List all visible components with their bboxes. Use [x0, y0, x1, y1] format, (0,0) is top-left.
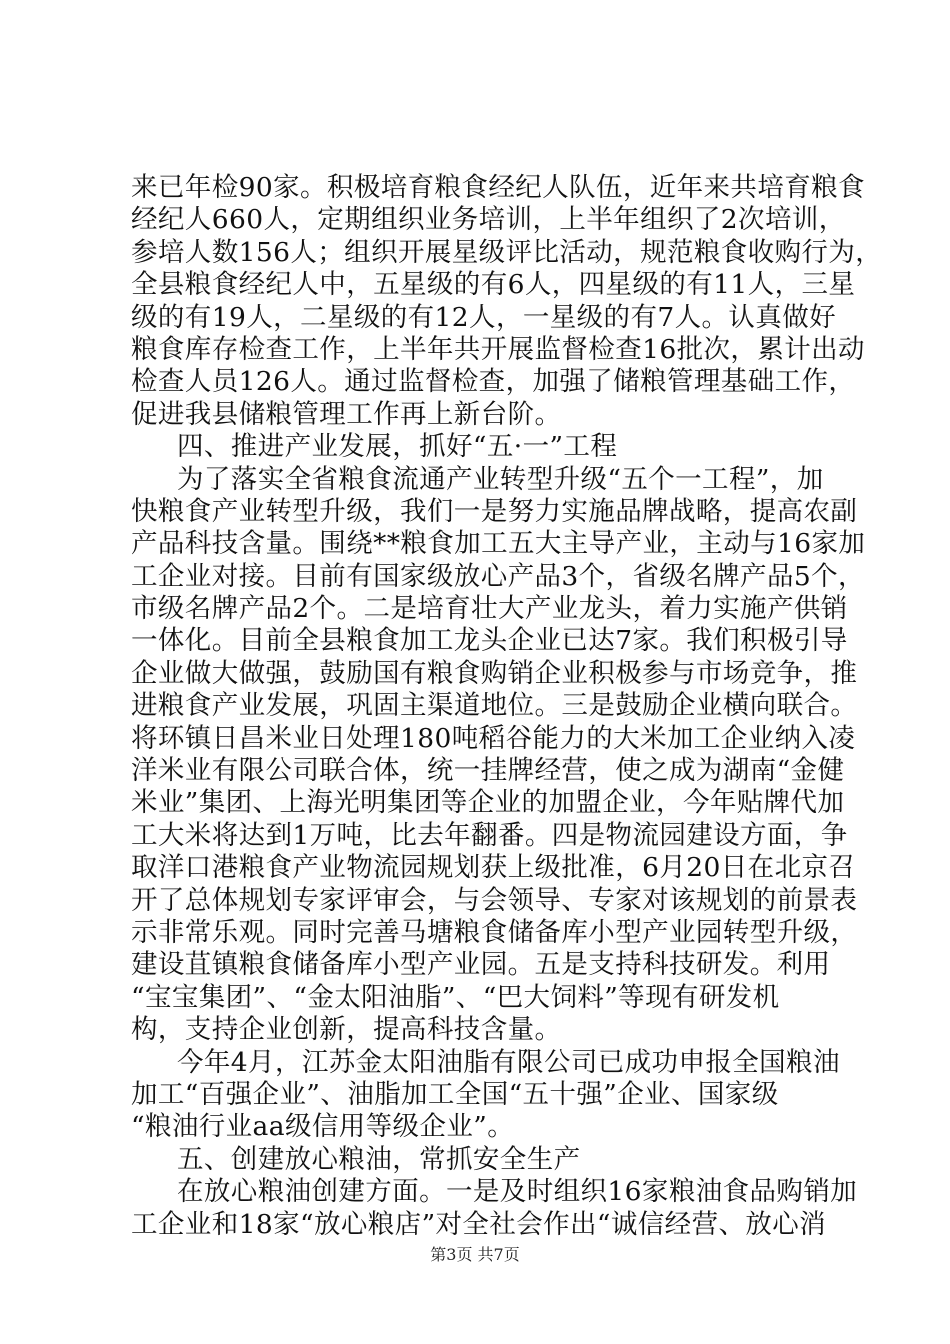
text-line: 开了总体规划专家评审会，与会领导、专家对该规划的前景表 — [131, 884, 858, 916]
text-line: 示非常乐观。同时完善马塘粮食储备库小型产业园转型升级， — [131, 916, 858, 948]
text-line: 一体化。目前全县粮食加工龙头企业已达7家。我们积极引导 — [131, 625, 848, 657]
text-line: 在放心粮油创建方面。一是及时组织16家粮油食品购销加 — [177, 1176, 858, 1208]
text-line: 促进我县储粮管理工作再上新台阶。 — [131, 398, 562, 430]
text-line: 为了落实全省粮食流通产业转型升级“五个一工程”，加 — [177, 463, 824, 495]
text-line: 加工“百强企业”、油脂加工全国“五十强”企业、国家级 — [131, 1078, 779, 1110]
text-line: 检查人员126人。通过监督检查，加强了储粮管理基础工作， — [131, 366, 856, 398]
page-footer: 第3页 共7页 — [430, 1245, 520, 1264]
text-line: 参培人数156人；组织开展星级评比活动，规范粮食收购行为， — [131, 236, 883, 268]
text-line: 企业做大做强，鼓励国有粮食购销企业积极参与市场竞争，推 — [131, 657, 858, 689]
text-line: 粮食库存检查工作，上半年共开展监督检查16批次，累计出动 — [131, 333, 865, 365]
text-line: 快粮食产业转型升级，我们一是努力实施品牌战略，提高农副 — [131, 495, 858, 527]
text-line: “宝宝集团”、“金太阳油脂”、“巴大饲料”等现有研发机 — [131, 981, 780, 1013]
text-line: 洋米业有限公司联合体，统一挂牌经营，使之成为湖南“金健 — [131, 755, 845, 787]
text-line: 来已年检90家。积极培育粮食经纪人队伍，近年来共培育粮食 — [131, 172, 865, 203]
text-line: 建设苴镇粮食储备库小型产业园。五是支持科技研发。利用 — [131, 949, 831, 981]
text-line: “粮油行业aa级信用等级企业”。 — [131, 1111, 515, 1143]
text-line: 今年4月，江苏金太阳油脂有限公司已成功申报全国粮油 — [177, 1046, 840, 1078]
text-line: 工企业对接。目前有国家级放心产品3个，省级名牌产品5个， — [131, 560, 865, 592]
text-line: 产品科技含量。围绕**粮食加工五大主导产业，主动与16家加 — [131, 528, 866, 560]
text-line: 全县粮食经纪人中，五星级的有6人，四星级的有11人，三星 — [131, 269, 856, 301]
section-heading: 四、推进产业发展，抓好“五·一”工程 — [177, 431, 618, 463]
text-line: 工企业和18家“放心粮店”对全社会作出“诚信经营、放心消 — [131, 1208, 827, 1240]
section-heading: 五、创建放心粮油，常抓安全生产 — [177, 1143, 581, 1175]
text-line: 经纪人660人，定期组织业务培训，上半年组织了2次培训， — [131, 204, 846, 236]
document-body — [131, 172, 883, 1241]
text-line: 进粮食产业发展，巩固主渠道地位。三是鼓励企业横向联合。 — [131, 690, 858, 722]
text-line: 取洋口港粮食产业物流园规划获上级批准，6月20日在北京召 — [131, 852, 856, 884]
text-line: 构，支持企业创新，提高科技含量。 — [131, 1014, 562, 1046]
text-line: 米业”集团、上海光明集团等企业的加盟企业，今年贴牌代加 — [131, 787, 845, 819]
text-line: 市级名牌产品2个。二是培育壮大产业龙头，着力实施产供销 — [131, 593, 848, 625]
text-line: 级的有19人，二星级的有12人，一星级的有7人。认真做好 — [131, 301, 836, 333]
text-line: 将环镇日昌米业日处理180吨稻谷能力的大米加工企业纳入凌 — [131, 722, 856, 754]
text-line: 工大米将达到1万吨，比去年翻番。四是物流园建设方面，争 — [131, 819, 848, 851]
